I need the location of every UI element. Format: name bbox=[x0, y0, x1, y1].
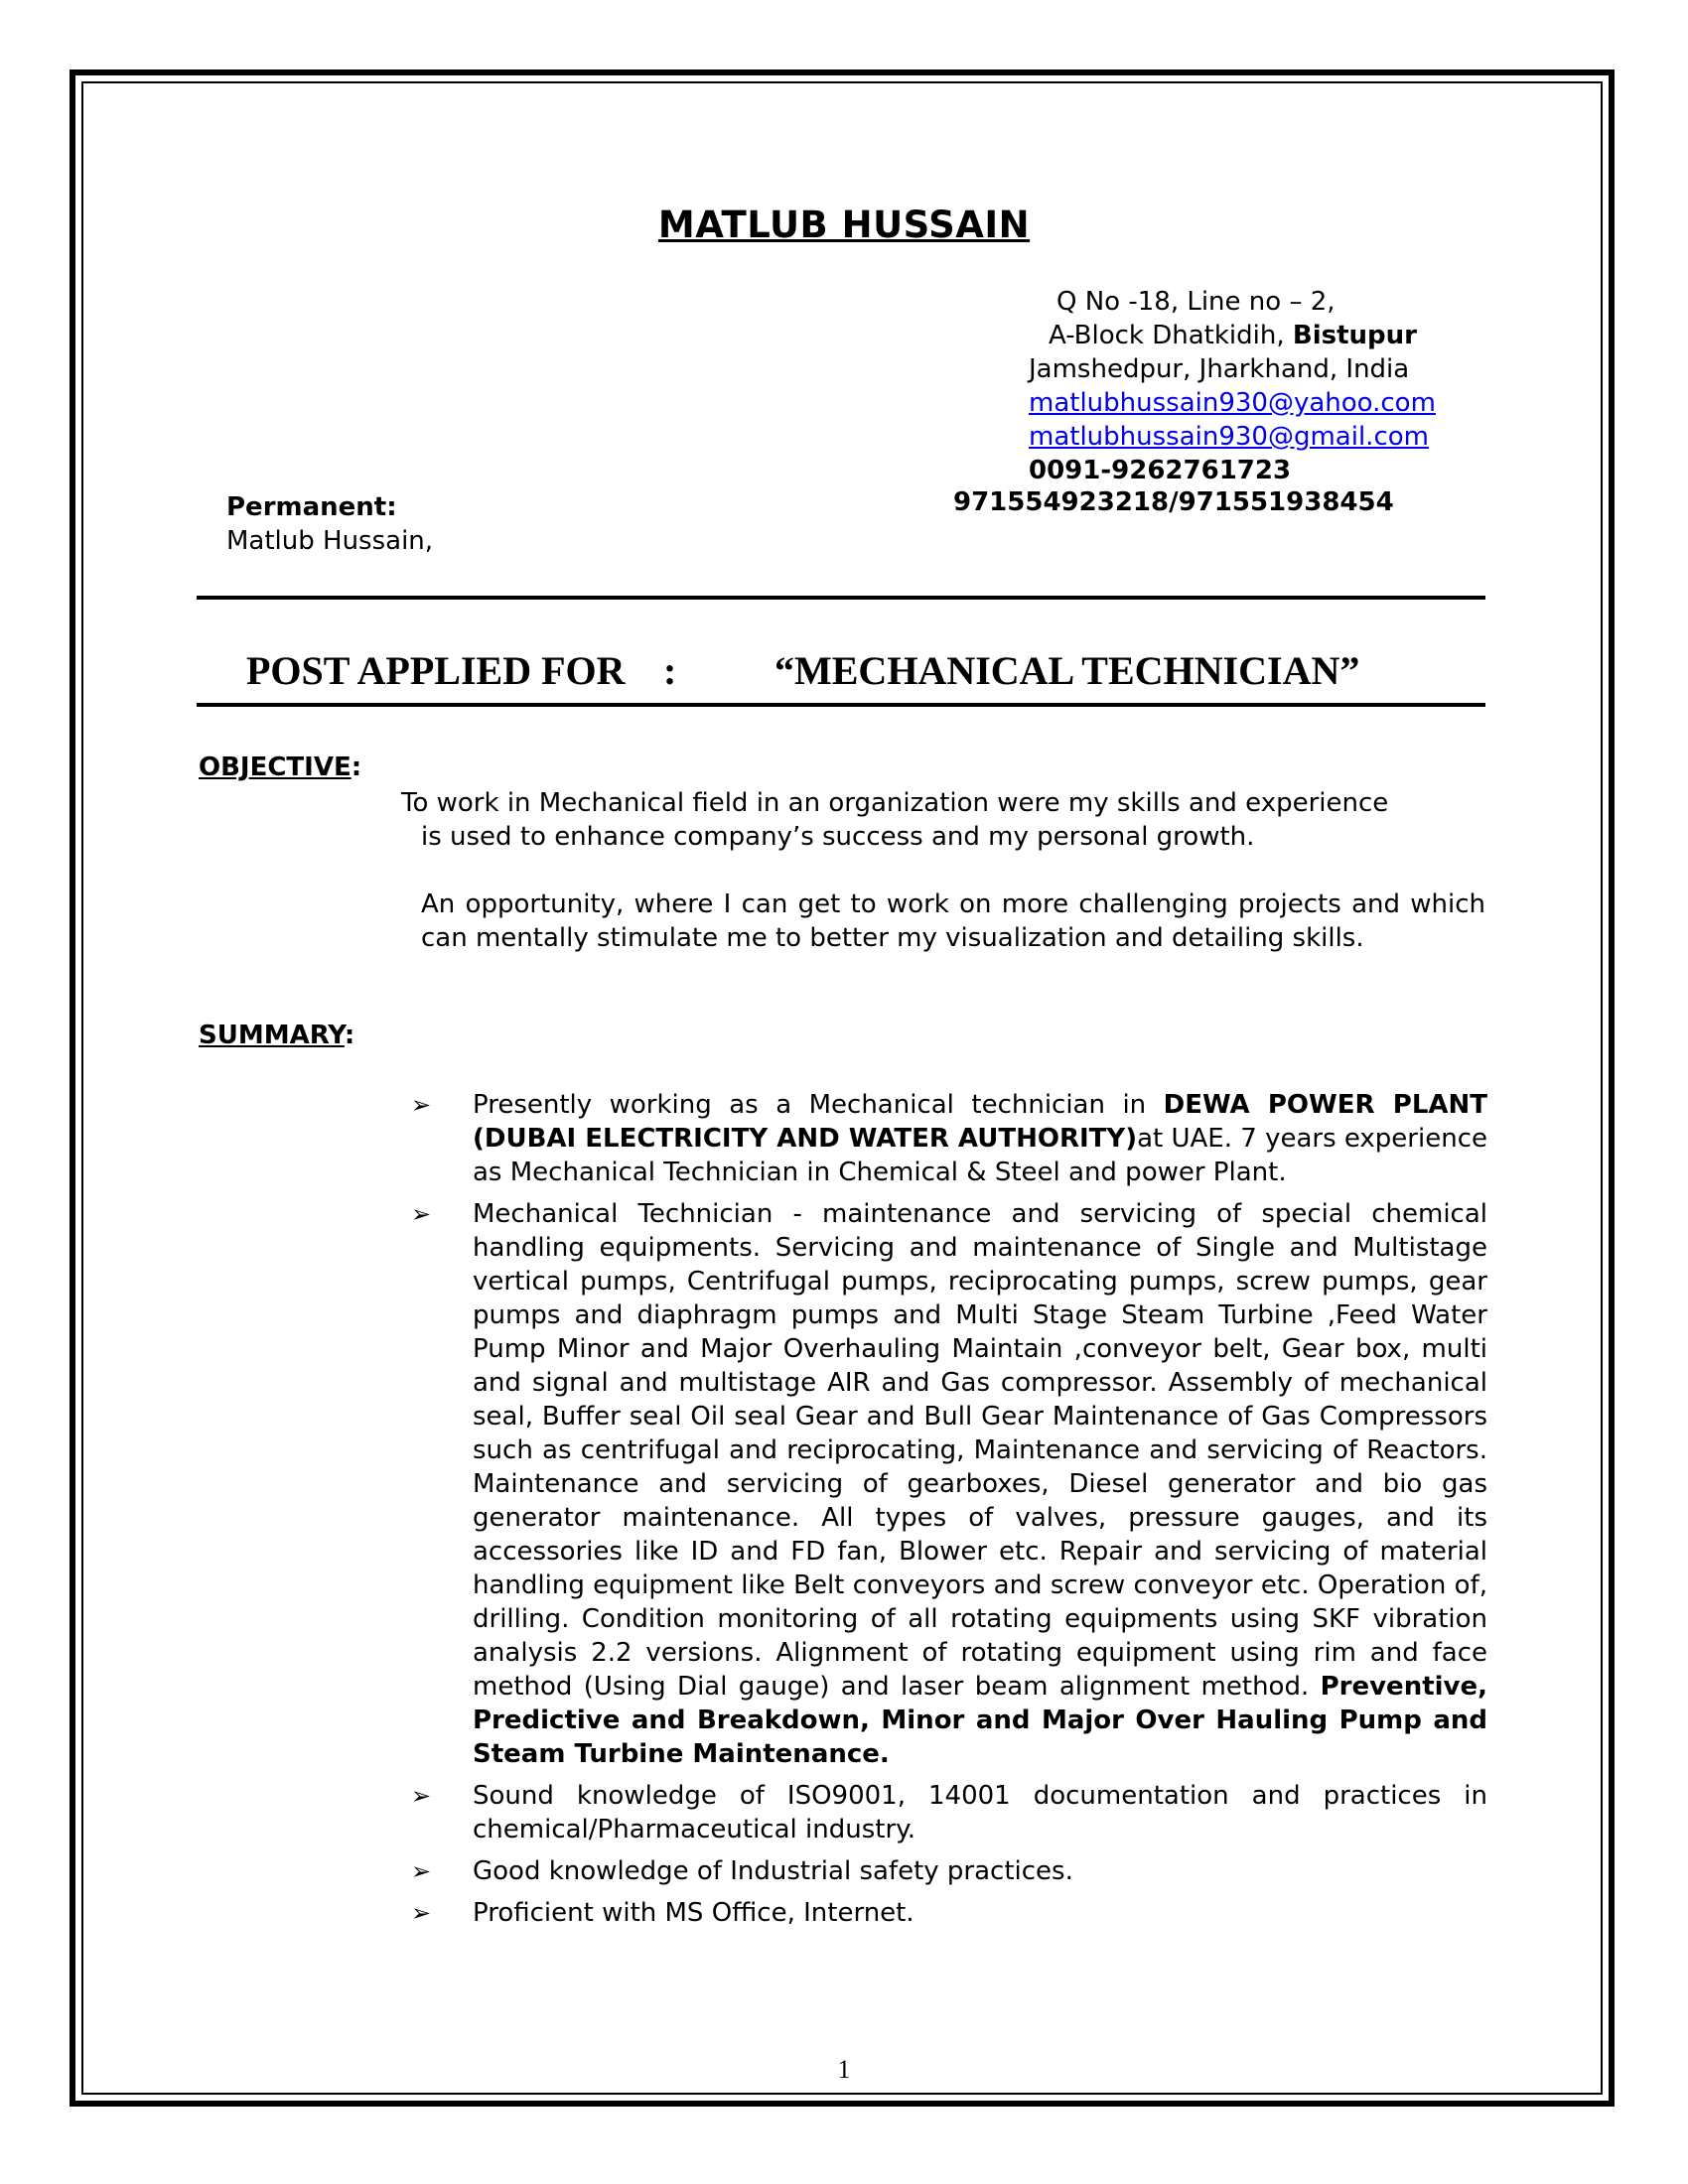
bullet-arrow-icon: ➢ bbox=[411, 1899, 432, 1927]
email-gmail-link[interactable]: matlubhussain930@gmail.com bbox=[1029, 422, 1429, 452]
objective-heading bbox=[199, 752, 361, 782]
bullet-arrow-icon: ➢ bbox=[411, 1782, 432, 1810]
summary-item-1-bold: DEWA POWER PLANT (DUBAI ELECTRICITY AND WATER AUTHORITY) bbox=[473, 1090, 1488, 1154]
objective-para2: An opportunity, where I can get to work on more challenging projects and which can mentally stimulate me to better my visualization and detailing skills. bbox=[421, 889, 1485, 953]
post-applied-colon: : bbox=[663, 648, 677, 693]
summary-item-3 bbox=[405, 1779, 1487, 1846]
summary-item-2 bbox=[405, 1197, 1487, 1771]
divider-top bbox=[197, 596, 1485, 600]
summary-heading-text: SUMMARY bbox=[199, 1021, 345, 1050]
summary-list bbox=[405, 1088, 1487, 1938]
summary-item-1-text: Presently working as a Mechanical technician in bbox=[473, 1090, 1164, 1120]
address-line-2-text: A-Block Dhatkidih, bbox=[1049, 321, 1293, 350]
summary-heading bbox=[199, 1021, 354, 1050]
post-applied-label: POST APPLIED FOR bbox=[246, 648, 626, 693]
permanent-label: Permanent: bbox=[226, 492, 397, 522]
address-line-1: Q No -18, Line no – 2, bbox=[1056, 287, 1336, 317]
bullet-arrow-icon: ➢ bbox=[411, 1200, 432, 1228]
summary-item-2-bold: Preventive, Predictive and Breakdown, Minor and Major Over Hauling Pump and Steam Turbine Maintenance. bbox=[473, 1672, 1487, 1769]
summary-item-4-text: Good knowledge of Industrial safety practices. bbox=[473, 1856, 1073, 1886]
candidate-name: MATLUB HUSSAIN bbox=[657, 204, 1031, 246]
address-line-2 bbox=[1049, 319, 1417, 352]
email-yahoo-link[interactable]: matlubhussain930@yahoo.com bbox=[1029, 388, 1436, 418]
summary-item-5-text: Proficient with MS Office, Internet. bbox=[473, 1898, 914, 1928]
summary-item-4 bbox=[405, 1854, 1487, 1888]
divider-bottom bbox=[197, 703, 1485, 707]
objective-heading-text: OBJECTIVE bbox=[199, 752, 352, 782]
summary-item-2-text: Mechanical Technician - maintenance and servicing of special chemical handling equipments. Servicing and maintenance of Single and Multistage vertical pumps, Centrifugal pumps, reciprocating pumps, screw pumps, gear pumps and diaphragm pumps and Multi Stage Steam Turbine ,Feed Water Pump Minor and Major Overhauling Maintain ,conveyor belt, Gear box, multi and signal and multistage AIR and Gas compressor. Assembly of mechanical seal, Buffer seal Oil seal Gear and Bull Gear Maintenance of Gas Compressors such as centrifugal and reciprocating, Maintenance and servicing of Reactors. Maintenance and servicing of gearboxes, Diesel generator and bio gas generator maintenance. All types of valves, pressure gauges, and its accessories like ID and FD fan, Blower etc. Repair and servicing of material handling equipment like Belt conveyors and screw conveyor etc. Operation of, drilling. Condition monitoring of all rotating equipments using SKF vibration analysis 2.2 versions. Alignment of rotating equipment using rim and face method (Using Dial gauge) and laser beam alignment method. bbox=[473, 1199, 1487, 1702]
phone-uae: 971554923218/971551938454 bbox=[953, 487, 1394, 517]
objective-para1-line1: To work in Mechanical field in an organization were my skills and experience bbox=[401, 788, 1389, 818]
summary-heading-colon: : bbox=[344, 1021, 355, 1050]
summary-item-3-text: Sound knowledge of ISO9001, 14001 documentation and practices in chemical/Pharmaceutical industry. bbox=[473, 1781, 1487, 1844]
page-number: 1 bbox=[837, 2055, 851, 2084]
summary-item-1 bbox=[405, 1088, 1487, 1189]
objective-para1-line2: is used to enhance company’s success and my personal growth. bbox=[421, 822, 1255, 852]
summary-item-5 bbox=[405, 1896, 1487, 1930]
objective-heading-colon: : bbox=[351, 752, 362, 782]
post-applied-value: “MECHANICAL TECHNICIAN” bbox=[774, 648, 1360, 693]
address-line-2-bold: Bistupur bbox=[1292, 321, 1417, 350]
summary-item-1-post: at UAE. 7 years experience as Mechanical Technician in Chemical & Steel and power Plant. bbox=[473, 1124, 1487, 1187]
phone-india: 0091-9262761723 bbox=[1029, 456, 1292, 485]
permanent-name: Matlub Hussain, bbox=[226, 526, 434, 556]
bullet-arrow-icon: ➢ bbox=[411, 1857, 432, 1885]
address-line-3: Jamshedpur, Jharkhand, India bbox=[1029, 354, 1410, 384]
bullet-arrow-icon: ➢ bbox=[411, 1091, 432, 1119]
